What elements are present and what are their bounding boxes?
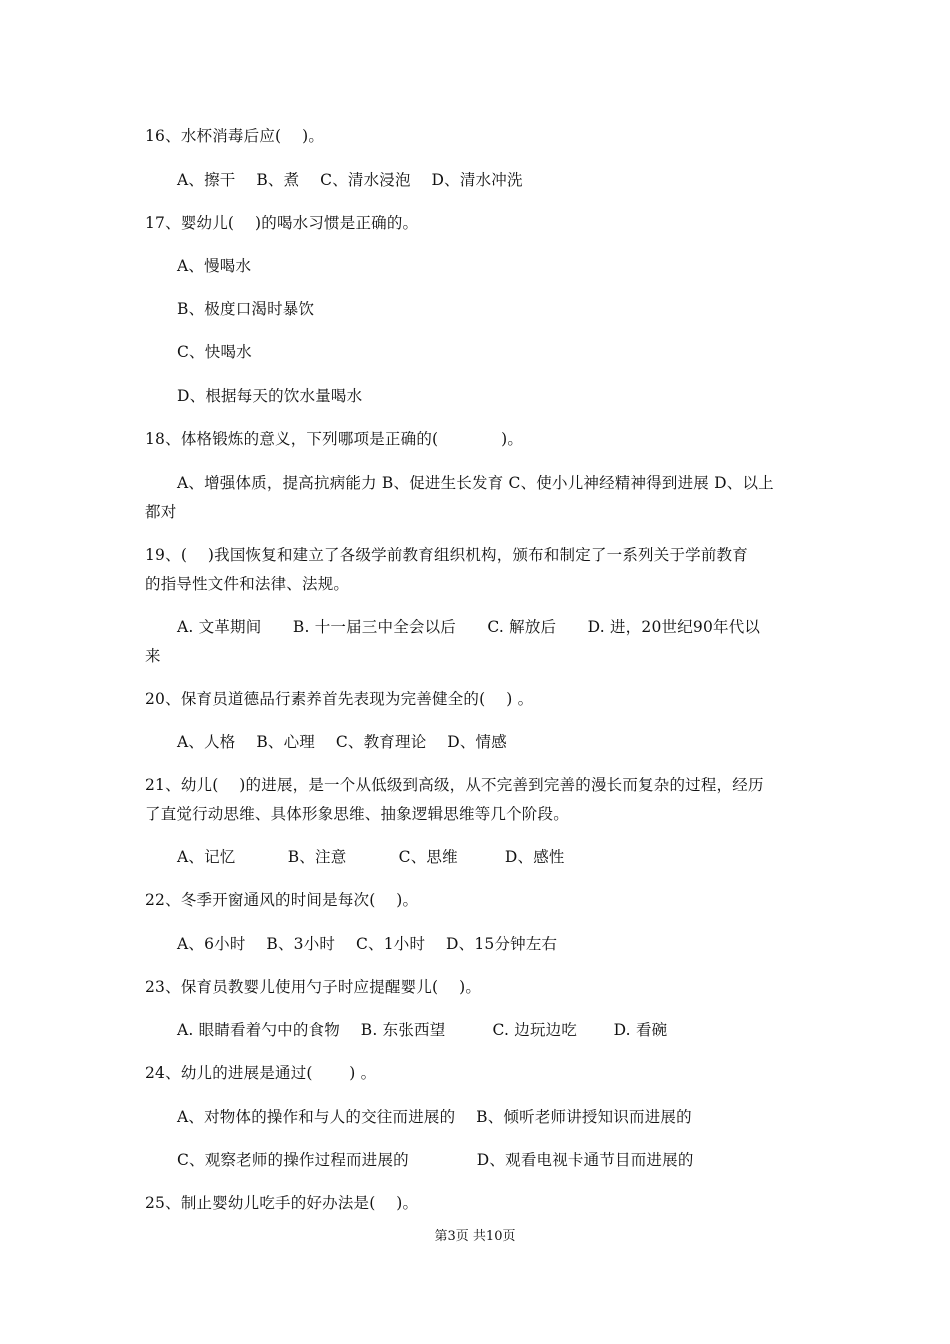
question-19-continued: 的指导性文件和法律、法规。: [145, 575, 350, 593]
question-23-options: A. 眼睛看着勺中的食物 B. 东张西望 C. 边玩边吃 D. 看碗: [177, 1021, 668, 1039]
question-19-options: A. 文革期间 B. 十一届三中全会以后 C. 解放后 D. 进，20世纪90年代以: [177, 618, 761, 636]
page-number-footer: 第3页 共10页: [434, 1229, 516, 1244]
question-21: 21、幼儿( )的进展，是一个从低级到高级，从不完善到完善的漫长而复杂的过程，经历: [145, 776, 764, 794]
question-20-options: A、人格 B、心理 C、教育理论 D、情感: [177, 733, 507, 751]
question-19-options-continued: 来: [145, 647, 161, 665]
question-17: 17、婴幼儿( )的喝水习惯是正确的。: [145, 214, 419, 232]
question-16-options: A、擦干 B、煮 C、清水浸泡 D、清水冲洗: [177, 171, 523, 189]
question-24-options-cd: C、观察老师的操作过程而进展的 D、观看电视卡通节目而进展的: [177, 1151, 694, 1169]
question-17-option-a: A、慢喝水: [177, 257, 252, 275]
question-23: 23、保育员教婴儿使用勺子时应提醒婴儿( )。: [145, 978, 482, 996]
question-21-continued: 了直觉行动思维、具体形象思维、抽象逻辑思维等几个阶段。: [145, 805, 569, 823]
question-18-options: A、增强体质，提高抗病能力 B、促进生长发育 C、使小儿神经精神得到进展 D、以上: [177, 474, 774, 492]
question-24-options-ab: A、对物体的操作和与人的交往而进展的 B、倾听老师讲授知识而进展的: [177, 1108, 692, 1126]
question-21-options: A、记忆 B、注意 C、思维 D、感性: [177, 848, 565, 866]
question-18-options-continued: 都对: [145, 503, 177, 521]
question-25: 25、制止婴幼儿吃手的好办法是( )。: [145, 1194, 419, 1212]
question-20: 20、保育员道德品行素养首先表现为完善健全的( ) 。: [145, 690, 534, 708]
question-22: 22、冬季开窗通风的时间是每次( )。: [145, 891, 419, 909]
question-17-option-d: D、根据每天的饮水量喝水: [177, 387, 363, 405]
question-17-option-b: B、极度口渴时暴饮: [177, 300, 315, 318]
question-17-option-c: C、快喝水: [177, 343, 252, 361]
question-19: 19、( )我国恢复和建立了各级学前教育组织机构，颁布和制定了一系列关于学前教育: [145, 546, 748, 564]
question-22-options: A、6小时 B、3小时 C、1小时 D、15分钟左右: [177, 935, 558, 953]
question-24: 24、幼儿的进展是通过( ) 。: [145, 1064, 377, 1082]
question-18: 18、体格锻炼的意义，下列哪项是正确的( )。: [145, 430, 524, 448]
question-16: 16、水杯消毒后应( )。: [145, 127, 325, 145]
